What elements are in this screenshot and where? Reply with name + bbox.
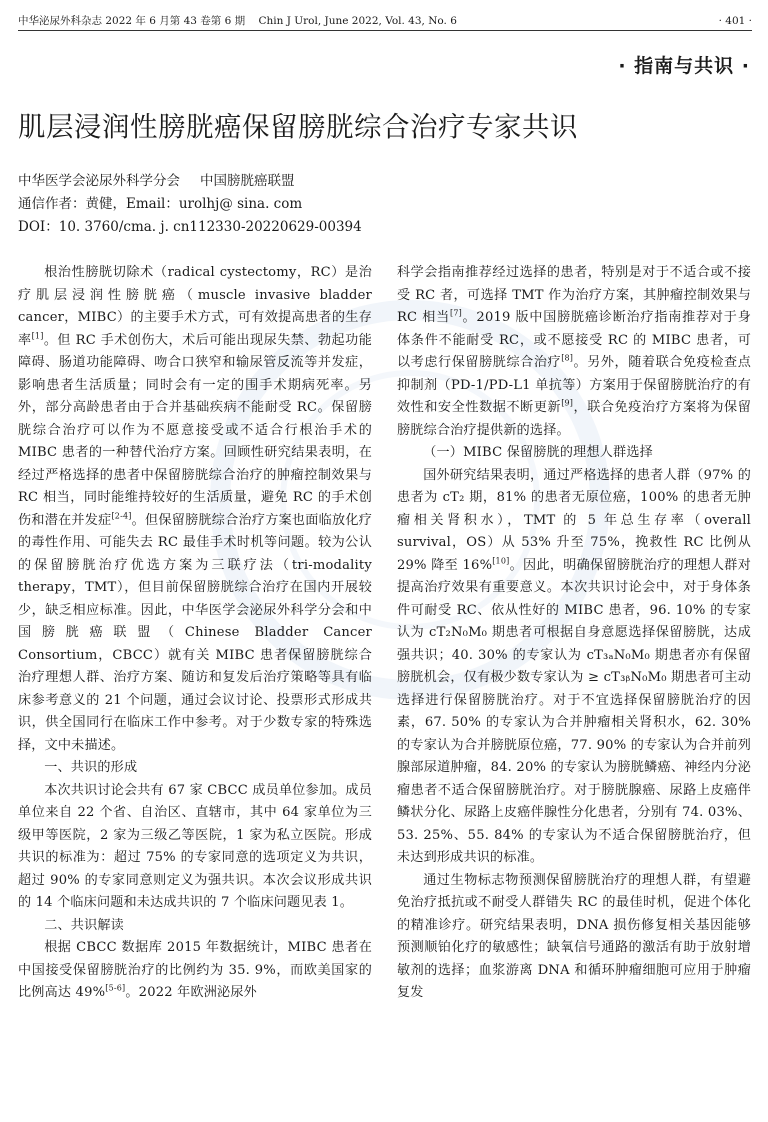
citation: [5-6] [105,983,126,993]
paragraph: 根治性膀胱切除术（radical cystectomy，RC）是治疗肌层浸润性膀胱癌（muscle invasive bladder cancer，MIBC）的主要手术方式，可有效提高患者的生存率[1]。但 RC 手术创伤大，术后可能出现尿失禁、勃起功能障碍、肠道功能障碍、吻合口狭窄和输尿管反流等并发症，影响患者生活质量；同时会有一定的围手术期病死率。另外，部分高龄患者由于合并基础疾病不能耐受 RC。保留膀胱综合治疗可以作为不愿意接受或不适合行根治手术的 MIBC 患者的一种替代治疗方案。回顾性研究结果表明，在经过严格选择的患者中保留膀胱综合治疗的肿瘤控制效果与 RC 相当，同时能维持较好的生活质量，避免 RC 的手术创伤和潜在并发症[2-4]。但保留膀胱综合治疗方案也面临放化疗的毒性作用、可能失去 RC 最佳手术时机等问题。较为公认的保留膀胱治疗优选方案为三联疗法（tri-modality therapy，TMT），但目前保留膀胱综合治疗在国内开展较少，缺乏相应标准。因此，中华医学会泌尿外科学分会和中国膀胱癌联盟（Chinese Bladder Cancer Consortium，CBCC）就有关 MIBC 患者保留膀胱综合治疗理想人群、治疗方案、随访和复发后治疗策略等具有临床参考意义的 21 个问题，通过会议讨论、投票形式形成共识，供全国同行在临床工作中参考。对于少数专家的特殊选择，文中未描述。 [18,265,372,753]
citation: [9] [561,398,574,408]
citation: [8] [561,353,574,363]
corresponding-author: 通信作者：黄健，Email：urolhj@ sina. com [18,196,303,212]
doi: DOI：10. 3760/cma. j. cn112330-20220629-00394 [18,219,362,235]
citation: [1] [31,331,44,341]
citation: [10] [492,556,510,566]
author-org-cbcc: 中国膀胱癌联盟 [200,173,295,189]
running-head [18,11,752,31]
citation: [7] [450,308,462,318]
citation: [2-4] [111,511,132,521]
journal-citation [18,13,467,28]
paragraph: 国外研究结果表明，通过严格选择的患者人群（97% 的患者为 cT₂ 期，81% 的患者无原位癌，100% 的患者无肿瘤相关肾积水），TMT 的 5 年总生存率（overall survival，OS）从 53% 升至 75%，挽救性 RC 比例从 29% 降至 16%[10]。因此，明确保留膀胱治疗的理想人群对提高治疗效果有重要意义。本次共识讨论会中，对于身体条件可耐受 RC、依从性好的 MIBC 患者，96. 10% 的专家认为 cT₂N₀M₀ 期患者可根据自身意愿选择保留膀胱，达成强共识；40. 30% 的专家认为 cT₃ₐN₀M₀ 期患者亦有保留膀胱机会，仅有极少数专家认为 ≥ cT₃ᵦN₀M₀ 期患者可主动选择进行保留膀胱治疗。对于不宜选择保留膀胱治疗的因素，67. 50% 的专家认为合并肿瘤相关肾积水，62. 30% 的专家认为合并膀胱原位癌，77. 90% 的专家认为合并前列腺部尿道肿瘤，84. 20% 的专家认为膀胱鳞癌、神经内分泌瘤患者不适合保留膀胱治疗。对于膀胱腺癌、尿路上皮癌伴鳞状分化、尿路上皮癌伴腺性分化患者，分别有 74. 03%、53. 25%、55. 84% 的专家认为不适合保留膀胱治疗，但未达到形成共识的标准。 [397,467,751,865]
author-block [18,170,362,239]
article-title: 肌层浸润性膀胱癌保留膀胱综合治疗专家共识 [18,111,578,143]
journal-cn: 中华泌尿外科杂志 2022 年 6 月第 43 卷第 6 期 [18,15,246,27]
author-orgs [18,170,362,193]
body-column-left [18,262,372,1005]
section-label: · 指南与共识 · [618,55,750,77]
page-number: · 401 · [718,14,752,27]
section-heading: 二、共识解读 [44,917,124,933]
journal-en: Chin J Urol, June 2022, Vol. 43, No. 6 [258,15,457,27]
paragraph: 通过生物标志物预测保留膀胱治疗的理想人群，有望避免治疗抵抗或不耐受人群错失 RC 的最佳时机，促进个体化的精准诊疗。研究结果表明，DNA 损伤修复相关基因能够预测顺铂化疗的敏感性；缺氧信号通路的激活有助于放射增敏剂的选择；血浆游离 DNA 和循环肿瘤细胞可应用于肿瘤复发 [397,872,751,1000]
body-column-right [397,262,751,1005]
section-heading: 一、共识的形成 [44,760,138,775]
paragraph: 科学会指南推荐经过选择的患者，特别是对于不适合或不接受 RC 者，可选择 TMT 作为治疗方案，其肿瘤控制效果与 RC 相当[7]。2019 版中国膀胱癌诊断治疗指南推荐对于身体条件不能耐受 RC，或不愿接受 RC 的 MIBC 患者，可以考虑行保留膀胱综合治疗[8]。另外，随着联合免疫检查点抑制剂（PD-1/PD-L1 单抗等）方案用于保留膀胱治疗的有效性和安全性数据不断更新[9]，联合免疫治疗方案将为保留膀胱综合治疗提供新的选择。 [397,265,751,438]
subsection-heading: （一）MIBC 保留膀胱的理想人群选择 [423,445,653,460]
paragraph: 本次共识讨论会共有 67 家 CBCC 成员单位参加。成员单位来自 22 个省、自治区、直辖市，其中 64 家单位为三级甲等医院，2 家为三级乙等医院，1 家为私立医院。形成共识的标准为：超过 75% 的专家同意的选项定义为共识，超过 90% 的专家同意则定义为强共识。本次会议形成共识的 14 个临床问题和未达成共识的 7 个临床问题见表 1。 [18,782,372,910]
author-org-csu: 中华医学会泌尿外科学分会 [18,173,180,189]
paragraph: 根据 CBCC 数据库 2015 年数据统计，MIBC 患者在中国接受保留膀胱治疗的比例约为 35. 9%，而欧美国家的比例高达 49%[5-6]。2022 年欧洲泌尿外 [18,940,372,1000]
